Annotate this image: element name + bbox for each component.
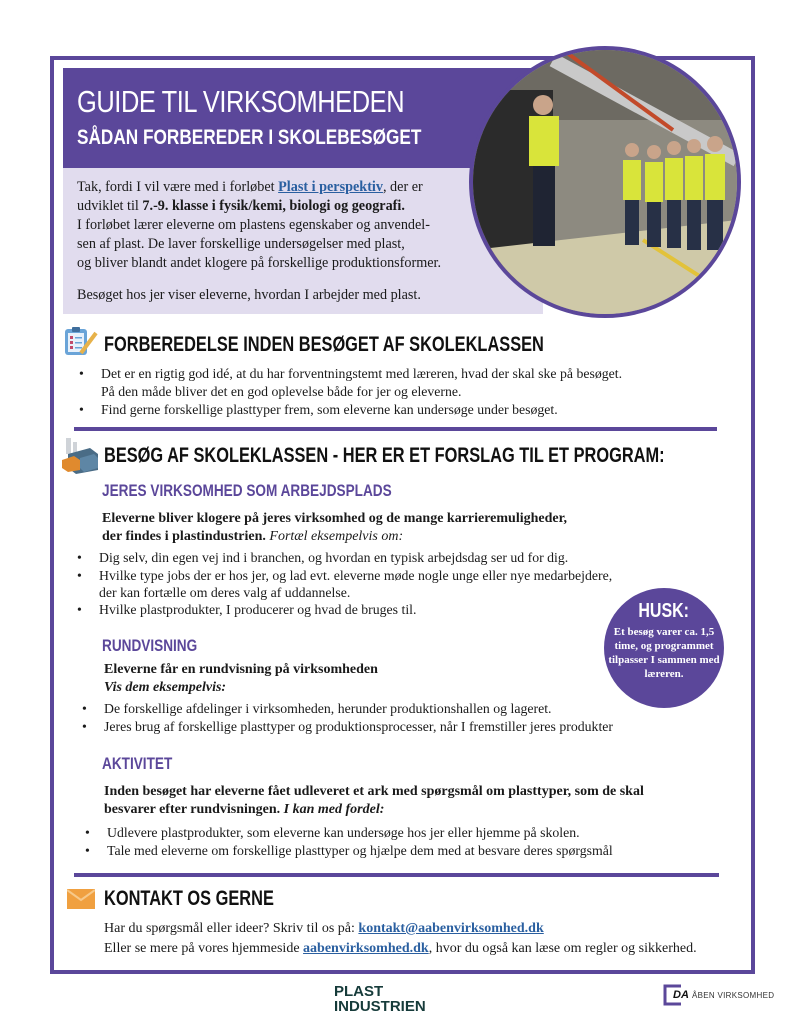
- workplace-intro-line-1: Eleverne bliver klogere på jeres virksomhed og de mange karrieremuligheder,: [102, 511, 568, 526]
- workplace-item: • Hvilke type jobs der er hos jer, og lad evt. eleverne møde nogle unge eller nye medarbejdere,: [77, 568, 613, 583]
- tour-intro: Eleverne får en rundvisning på virksomheden: [104, 662, 378, 677]
- plast-i-perspektiv-link[interactable]: Plast i perspektiv: [278, 179, 383, 195]
- page-title: GUIDE TIL VIRKSOMHEDEN: [77, 84, 405, 119]
- contact-line-1: Har du spørgsmål eller ideer? Skriv til os på: kontakt@aabenvirksomhed.dk: [104, 921, 544, 936]
- activity-subtitle: AKTIVITET: [102, 754, 173, 773]
- clipboard-checklist-icon: [63, 327, 99, 362]
- factory-icon: [60, 436, 100, 479]
- plastindustrien-logo: PLAST INDUSTRIEN: [334, 983, 426, 1015]
- intro-line-5: og bliver blandt andet klogere på forskellige produktionsformer.: [77, 255, 442, 271]
- tour-subtitle: RUNDVISNING: [102, 636, 198, 655]
- page-subtitle: SÅDAN FORBEREDER I SKOLEBESØGET: [77, 126, 422, 149]
- activity-item: • Tale med eleverne om forskellige plasttyper og hjælpe dem med at besvare deres spørgsmål: [85, 843, 613, 858]
- activity-intro-line-2: besvarer efter rundvisningen. I kan med fordel:: [104, 802, 385, 817]
- tour-intro-examples: Vis dem eksempelvis:: [104, 680, 227, 695]
- intro-line-2: udviklet til 7.-9. klasse i fysik/kemi, biologi og geografi.: [77, 198, 405, 214]
- prep-item: • Find gerne forskellige plasttyper frem, som eleverne kan undersøge under besøget.: [79, 402, 558, 417]
- husk-body: Et besøg varer ca. 1,5 time, og programmet tilpasser I sammen med læreren.: [608, 626, 720, 680]
- tour-item: • De forskellige afdelinger i virksomheden, herunder produktionshallen og lageret.: [82, 701, 552, 716]
- husk-title: HUSK:: [638, 600, 690, 622]
- intro-line-1: Tak, fordi I vil være med i forløbet Plast i perspektiv, der er: [77, 179, 423, 195]
- email-link[interactable]: kontakt@aabenvirksomhed.dk: [358, 921, 544, 936]
- envelope-icon: [67, 889, 95, 914]
- workplace-intro-line-2: der findes i plastindustrien. Fortæl eksempelvis om:: [102, 529, 404, 544]
- hero-photo: [469, 46, 741, 318]
- contact-line-2: Eller se mere på vores hjemmeside aabenvirksomhed.dk, hvor du også kan læse om regler og sikkerhed.: [104, 941, 697, 956]
- contact-section-title: KONTAKT OS GERNE: [104, 887, 274, 910]
- prep-section-title: FORBEREDELSE INDEN BESØGET AF SKOLEKLASSEN: [104, 333, 544, 356]
- prep-item: • Det er en rigtig god idé, at du har forventningstemt med læreren, hvad der skal ske på besøget.: [79, 366, 623, 381]
- husk-badge: [604, 588, 724, 708]
- intro-line-4: sen af plast. De laver forskellige undersøgelser med plast,: [77, 236, 405, 252]
- visit-section-title: BESØG AF SKOLEKLASSEN - HER ER ET FORSLAG TIL ET PROGRAM:: [104, 444, 665, 467]
- section-divider: [74, 873, 719, 877]
- workplace-item-continued: der kan fortælle om deres valg af uddannelse.: [99, 585, 351, 600]
- prep-item-continued: På den måde bliver det en god oplevelse både for jer og eleverne.: [101, 384, 462, 399]
- website-link[interactable]: aabenvirksomhed.dk: [303, 941, 429, 956]
- tour-item: • Jeres brug af forskellige plasttyper og produktionsprocesser, når I fremstiller jeres produkter: [82, 719, 614, 734]
- activity-intro-line-1: Inden besøget har eleverne fået udleveret et ark med spørgsmål om plasttyper, som de skal: [104, 784, 644, 799]
- intro-line-6: Besøget hos jer viser eleverne, hvordan I arbejder med plast.: [77, 287, 421, 303]
- workplace-subtitle: JERES VIRKSOMHED SOM ARBEJDSPLADS: [102, 481, 392, 500]
- workplace-item: • Hvilke plastprodukter, I producerer og hvad de bruges til.: [77, 602, 417, 617]
- factory-tour-illustration: [473, 50, 737, 314]
- section-divider: [74, 427, 717, 431]
- workplace-item: • Dig selv, din egen vej ind i branchen, og hvordan en typisk arbejdsdag ser ud for dig.: [77, 550, 569, 565]
- intro-line-3: I forløbet lærer eleverne om plastens egenskaber og anvendel-: [77, 217, 430, 233]
- activity-item: • Udlevere plastprodukter, som eleverne kan undersøge hos jer eller hjemme på skolen.: [85, 825, 580, 840]
